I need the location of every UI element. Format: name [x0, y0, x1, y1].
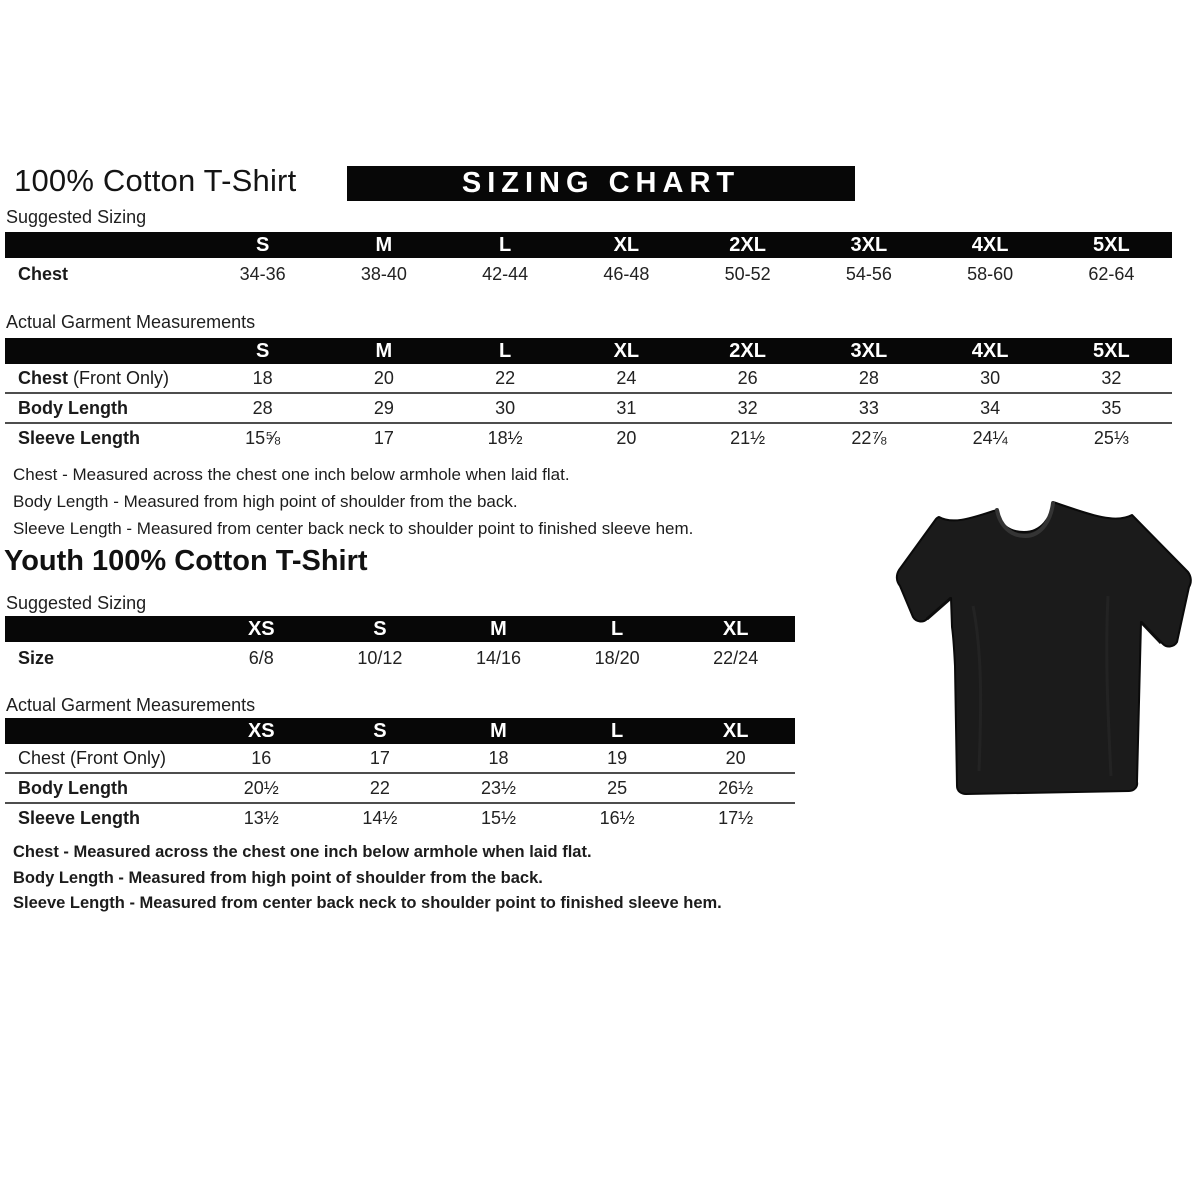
header-cell-blank — [5, 338, 202, 364]
sizing-chart-banner — [347, 166, 855, 201]
table-cell: 20 — [725, 748, 746, 768]
table-cell: 20 — [566, 422, 687, 452]
table-cell: 24 — [616, 368, 637, 388]
table-cell: 17½ — [676, 802, 795, 832]
header-cell: 3XL — [808, 232, 929, 258]
table-cell: 20 — [373, 368, 394, 388]
sizing-chart-banner-label: SIZING CHART — [461, 167, 741, 199]
table-cell: 19 — [607, 748, 628, 768]
page-title: 100% Cotton T-Shirt — [14, 163, 297, 198]
header-cell: M — [439, 616, 558, 642]
table-cell: 23½ — [439, 772, 558, 802]
header-cell: L — [558, 616, 677, 642]
table-cell: 15½ — [439, 802, 558, 832]
table-cell: 18½ — [445, 422, 566, 452]
table-cell: 17 — [369, 748, 390, 768]
header-cell: XS — [202, 718, 321, 744]
table-cell: 18 — [252, 368, 273, 388]
note-body-length: Body Length - Measured from high point of shoulder from the back. — [13, 492, 518, 511]
header-cell: S — [202, 338, 323, 364]
table-cell: 32 — [687, 392, 808, 422]
header-cell: L — [558, 718, 677, 744]
table-cell: 62-64 — [1088, 264, 1135, 284]
table-cell: 16½ — [558, 802, 677, 832]
table-cell: 28 — [202, 392, 323, 422]
row-label: Size — [18, 648, 55, 668]
youth-measurement-notes — [13, 840, 722, 917]
adult-measurement-notes — [13, 461, 693, 542]
header-cell: M — [323, 338, 444, 364]
row-label: Sleeve Length — [5, 802, 202, 832]
table-cell: 10/12 — [357, 648, 403, 668]
header-cell: 2XL — [687, 338, 808, 364]
header-cell: XL — [566, 338, 687, 364]
table-cell: 34 — [930, 392, 1051, 422]
table-cell: 20½ — [202, 772, 321, 802]
table-cell: 38-40 — [360, 264, 407, 284]
table-cell: 24¼ — [930, 422, 1051, 452]
table-cell: 29 — [323, 392, 444, 422]
header-cell: M — [439, 718, 558, 744]
header-cell-blank — [5, 718, 202, 744]
youth-suggested-sizing-table — [5, 616, 795, 675]
table-cell: 26 — [737, 368, 758, 388]
table-cell: 46-48 — [603, 264, 650, 284]
row-label: Body Length — [5, 392, 202, 422]
adult-suggested-sizing-table — [5, 232, 1172, 291]
table-cell: 22⅞ — [808, 422, 929, 452]
row-label: Chest (Front Only) — [18, 748, 167, 768]
table-cell: 22 — [495, 368, 516, 388]
table-cell: 18 — [488, 748, 509, 768]
header-cell-blank — [5, 616, 202, 642]
table-cell: 14/16 — [475, 648, 522, 668]
header-cell: 5XL — [1051, 232, 1172, 258]
table-cell: 16 — [251, 748, 272, 768]
row-label: Chest (Front Only) — [18, 368, 170, 388]
table-cell: 50-52 — [724, 264, 771, 284]
youth-actual-measurements-table — [5, 718, 795, 832]
table-cell: 17 — [323, 422, 444, 452]
header-cell: XL — [676, 718, 795, 744]
youth-actual-measurements-label: Actual Garment Measurements — [6, 695, 256, 715]
adult-actual-measurements-label: Actual Garment Measurements — [6, 312, 256, 332]
table-cell: 42-44 — [482, 264, 529, 284]
row-label: Sleeve Length — [5, 422, 202, 452]
note-chest: Chest - Measured across the chest one inch below armhole when laid flat. — [13, 843, 592, 861]
black-tshirt-graphic — [893, 486, 1193, 806]
header-cell: 5XL — [1051, 338, 1172, 364]
table-cell: 54-56 — [845, 264, 892, 284]
header-cell: M — [323, 232, 444, 258]
table-cell: 15⅝ — [202, 422, 323, 452]
youth-section-title: Youth 100% Cotton T-Shirt — [4, 545, 368, 577]
table-cell: 14½ — [321, 802, 440, 832]
table-cell: 35 — [1051, 392, 1172, 422]
header-cell-blank — [5, 232, 202, 258]
table-cell: 25 — [558, 772, 677, 802]
header-cell: 4XL — [930, 232, 1051, 258]
row-label: Body Length — [5, 772, 202, 802]
table-cell: 6/8 — [248, 648, 274, 668]
header-cell: L — [445, 338, 566, 364]
note-body-length: Body Length - Measured from high point of shoulder from the back. — [13, 868, 543, 887]
table-cell: 32 — [1101, 368, 1122, 388]
row-label: Chest — [18, 264, 69, 284]
adult-actual-measurements-table — [5, 338, 1172, 452]
note-chest: Chest - Measured across the chest one inch below armhole when laid flat. — [13, 465, 570, 484]
table-cell: 30 — [980, 368, 1001, 388]
header-cell: S — [321, 616, 440, 642]
table-cell: 33 — [808, 392, 929, 422]
youth-suggested-sizing-label: Suggested Sizing — [6, 593, 147, 613]
header-cell: L — [445, 232, 566, 258]
header-cell: XS — [202, 616, 321, 642]
table-cell: 18/20 — [594, 648, 640, 668]
table-cell: 13½ — [202, 802, 321, 832]
header-cell: 2XL — [687, 232, 808, 258]
adult-suggested-sizing-label: Suggested Sizing — [6, 207, 147, 227]
header-cell: S — [321, 718, 440, 744]
table-cell: 58-60 — [967, 264, 1014, 284]
table-cell: 26½ — [676, 772, 795, 802]
table-cell: 28 — [858, 368, 879, 388]
note-sleeve-length: Sleeve Length - Measured from center back neck to shoulder point to finished sleeve hem. — [13, 519, 694, 538]
header-cell: XL — [676, 616, 795, 642]
table-cell: 25⅓ — [1051, 422, 1172, 452]
tshirt-image — [893, 486, 1193, 806]
table-cell: 21½ — [687, 422, 808, 452]
table-cell: 22 — [321, 772, 440, 802]
header-cell: S — [202, 232, 323, 258]
note-sleeve-length: Sleeve Length - Measured from center back neck to shoulder point to finished sleeve hem. — [13, 894, 722, 912]
table-cell: 34-36 — [239, 264, 286, 284]
header-cell: 3XL — [808, 338, 929, 364]
table-cell: 30 — [445, 392, 566, 422]
table-cell: 31 — [566, 392, 687, 422]
table-cell: 22/24 — [713, 648, 759, 668]
header-cell: 4XL — [930, 338, 1051, 364]
header-cell: XL — [566, 232, 687, 258]
